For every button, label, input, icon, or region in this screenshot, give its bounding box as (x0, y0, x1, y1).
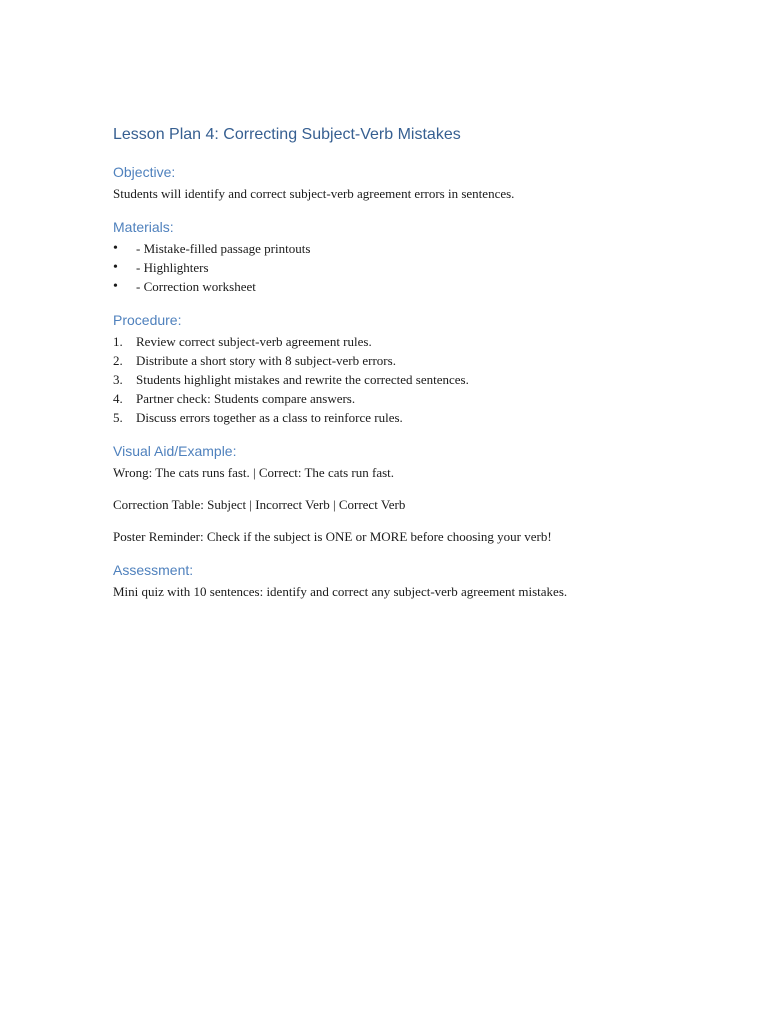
list-item (113, 370, 713, 389)
step-number: 5. (113, 410, 123, 425)
assessment-heading: Assessment: (113, 562, 194, 578)
materials-list (113, 239, 713, 296)
list-item (113, 258, 713, 277)
step-text: Distribute a short story with 8 subject-verb errors. (136, 353, 396, 368)
assessment-text: Mini quiz with 10 sentences: identify and correct any subject-verb agreement mistakes. (113, 584, 568, 599)
list-item (113, 277, 713, 296)
step-text: Students highlight mistakes and rewrite the corrected sentences. (136, 372, 469, 387)
bullet-icon: • (113, 241, 118, 256)
bullet-icon: • (113, 279, 118, 294)
step-text: Review correct subject-verb agreement rules. (136, 334, 372, 349)
step-number: 1. (113, 334, 123, 349)
material-item-label: - Highlighters (136, 260, 209, 275)
material-item-label: - Mistake-filled passage printouts (136, 241, 311, 256)
visual-aid-correction-table: Correction Table: Subject | Incorrect Verb | Correct Verb (113, 497, 406, 512)
step-number: 4. (113, 391, 123, 406)
step-number: 3. (113, 372, 123, 387)
list-item (113, 408, 713, 427)
visual-aid-example: Wrong: The cats runs fast. | Correct: The cats run fast. (113, 465, 395, 480)
list-item (113, 351, 713, 370)
visual-aid-poster-reminder: Poster Reminder: Check if the subject is ONE or MORE before choosing your verb! (113, 529, 552, 544)
materials-heading: Materials: (113, 219, 174, 235)
page-title: Lesson Plan 4: Correcting Subject-Verb Mistakes (113, 126, 461, 143)
list-item (113, 332, 713, 351)
visual-aid-heading: Visual Aid/Example: (113, 443, 237, 459)
step-text: Partner check: Students compare answers. (136, 391, 356, 406)
document-page (113, 124, 713, 615)
step-number: 2. (113, 353, 123, 368)
bullet-icon: • (113, 260, 118, 275)
objective-text: Students will identify and correct subject-verb agreement errors in sentences. (113, 186, 515, 201)
material-item-label: - Correction worksheet (136, 279, 256, 294)
procedure-list (113, 332, 713, 427)
list-item (113, 239, 713, 258)
procedure-heading: Procedure: (113, 312, 182, 328)
list-item (113, 389, 713, 408)
objective-heading: Objective: (113, 164, 176, 180)
step-text: Discuss errors together as a class to reinforce rules. (136, 410, 403, 425)
